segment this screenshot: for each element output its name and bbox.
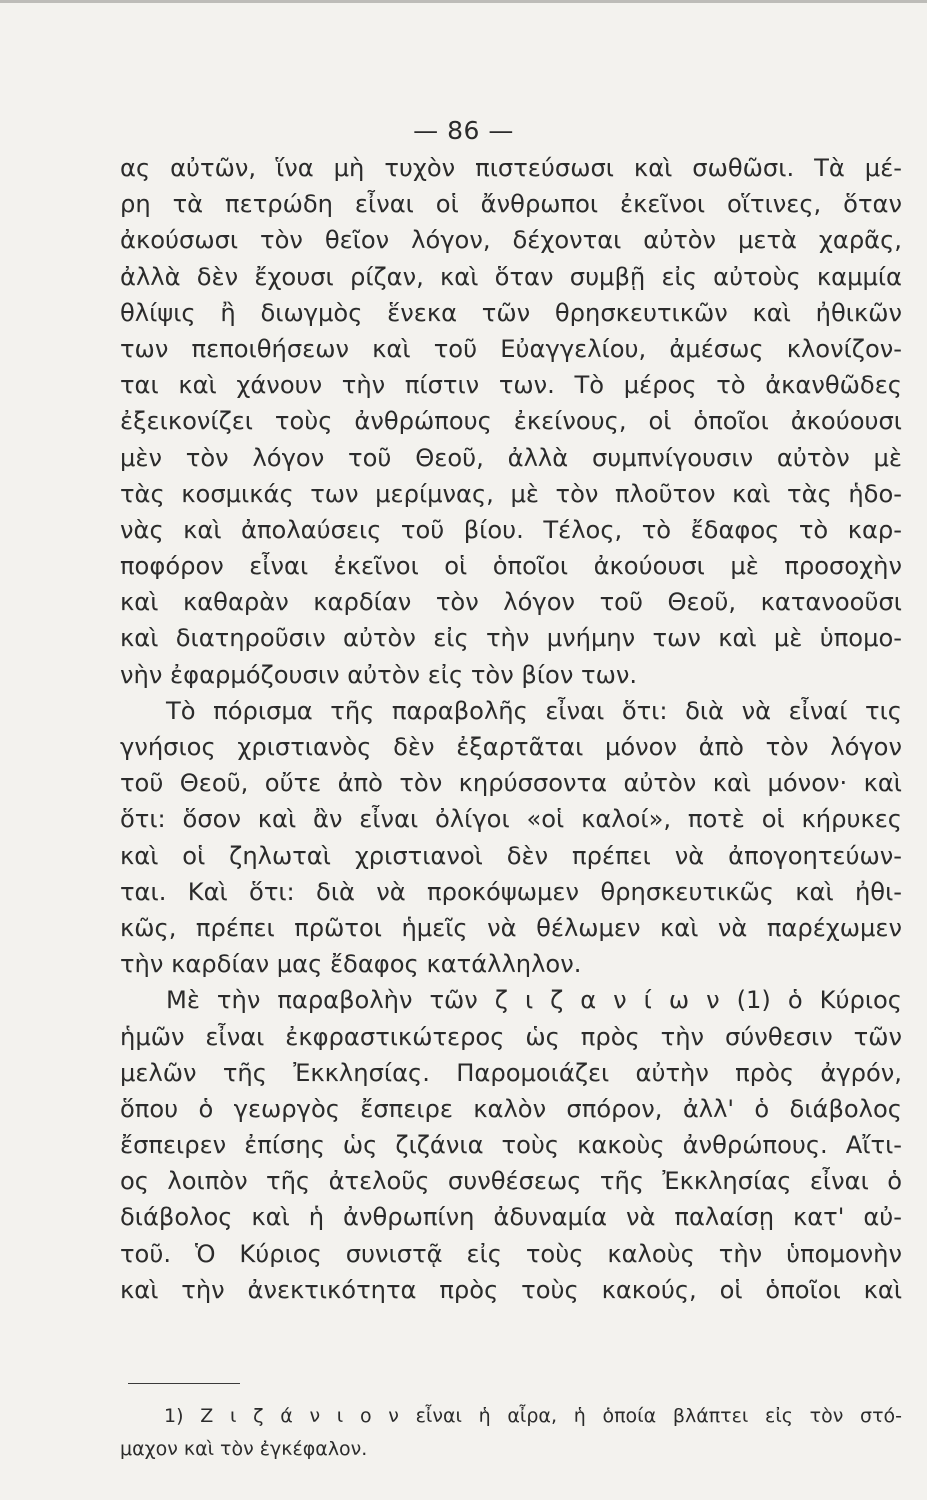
text-line: ὅπου ὁ γεωργὸς ἔσπειρε καλὸν σπόρον, ἀλλ' ὁ διάβολος [120,1094,902,1123]
text-line: Μὲ τὴν παραβολὴν τῶν ζ ι ζ α ν ί ω ν (1) ὁ Κύριος [166,986,902,1015]
text-line: καὶ καθαρὰν καρδίαν τὸν λόγον τοῦ Θεοῦ, κατανοοῦσι [120,588,902,617]
text-line: ται. Καὶ ὅτι: διὰ νὰ προκόψωμεν θρησκευτικῶς καὶ ἠθι- [120,877,902,906]
text-line: ος λοιπὸν τῆς ἀτελοῦς συνθέσεως τῆς Ἐκκλησίας εἶναι ὁ [120,1167,902,1196]
text-line: ἐξεικονίζει τοὺς ἀνθρώπους ἐκείνους, οἱ ὁποῖοι ἀκούουσι [120,407,902,436]
text-line: τοῦ. Ὁ Κύριος συνιστᾷ εἰς τοὺς καλοὺς τὴν ὑπομονὴν [120,1239,902,1268]
text-line: ὅτι: ὅσον καὶ ἂν εἶναι ὀλίγοι «οἱ καλοί», ποτὲ οἱ κήρυκες [120,805,902,834]
footnote-line: 1) Ζ ι ζ ά ν ι ο ν εἶναι ἡ αἶρα, ἡ ὁποία βλάπτει εἰς τὸν στό- [164,1405,902,1427]
text-line: ἀλλὰ δὲν ἔχουσι ρίζαν, καὶ ὅταν συμβῇ εἰς αὐτοὺς καμμία [120,262,902,291]
text-line: διάβολος καὶ ἡ ἀνθρωπίνη ἀδυναμία νὰ παλαίσῃ κατ' αὐ- [120,1203,902,1232]
body-text [120,150,902,1308]
text-line: ἡμῶν εἶναι ἐκφραστικώτερος ὡς πρὸς τὴν σύνθεσιν τῶν [120,1022,902,1051]
text-line: κῶς, πρέπει πρῶτοι ἡμεῖς νὰ θέλωμεν καὶ νὰ παρέχωμεν [120,913,902,942]
text-line: ται καὶ χάνουν τὴν πίστιν των. Τὸ μέρος τὸ ἀκανθῶδες [120,371,902,400]
text-line: ἔσπειρεν ἐπίσης ὡς ζιζάνια τοὺς κακοὺς ἀνθρώπους. Αἴτι- [120,1131,902,1160]
text-line: καὶ τὴν ἀνεκτικότητα πρὸς τοὺς κακούς, οἱ ὁποῖοι καὶ [120,1275,902,1304]
text-line: νὰς καὶ ἀπολαύσεις τοῦ βίου. Τέλος, τὸ ἔδαφος τὸ καρ- [120,515,902,544]
text-line: ποφόρον εἶναι ἐκεῖνοι οἱ ὁποῖοι ἀκούουσι μὲ προσοχὴν [120,552,902,581]
text-line: ρη τὰ πετρώδη εἶναι οἱ ἄνθρωποι ἐκεῖνοι οἵτινες, ὅταν [120,190,902,219]
text-line: νὴν ἐφαρμόζουσιν αὐτὸν εἰς τὸν βίον των. [120,660,638,689]
text-line: ἀκούσωσι τὸν θεῖον λόγον, δέχονται αὐτὸν μετὰ χαρᾶς, [120,226,902,255]
text-line: καὶ διατηροῦσιν αὐτὸν εἰς τὴν μνήμην των καὶ μὲ ὑπομο- [120,624,902,653]
text-line: Τὸ πόρισμα τῆς παραβολῆς εἶναι ὅτι: διὰ νὰ εἶναί τις [166,696,902,725]
page-number: — 86 — [413,116,514,145]
text-line: τοῦ Θεοῦ, οὔτε ἀπὸ τὸν κηρύσσοντα αὐτὸν καὶ μόνον· καὶ [120,769,902,798]
text-line: γνήσιος χριστιανὸς δὲν ἐξαρτᾶται μόνον ἀπὸ τὸν λόγον [120,733,902,761]
text-line: μὲν τὸν λόγον τοῦ Θεοῦ, ἀλλὰ συμπνίγουσιν αὐτὸν μὲ [120,443,902,472]
text-line: ας αὐτῶν, ἵνα μὴ τυχὸν πιστεύσωσι καὶ σωθῶσι. Τὰ μέ- [120,154,902,182]
footnote-line: μαχον καὶ τὸν ἐγκέφαλον. [120,1438,368,1460]
page-top-edge [0,0,927,3]
text-line: καὶ οἱ ζηλωταὶ χριστιανοὶ δὲν πρέπει νὰ ἀπογοητεύων- [120,841,902,870]
text-line: τὴν καρδίαν μας ἔδαφος κατάλληλον. [120,950,582,979]
text-line: θλίψις ἢ διωγμὸς ἕνεκα τῶν θρησκευτικῶν καὶ ἠθικῶν [120,298,902,327]
footnote-divider [128,1383,240,1384]
text-line: μελῶν τῆς Ἐκκλησίας. Παρομοιάζει αὐτὴν πρὸς ἀγρόν, [120,1058,902,1087]
text-line: τὰς κοσμικάς των μερίμνας, μὲ τὸν πλοῦτον καὶ τὰς ἡδο- [120,479,902,508]
text-line: των πεποιθήσεων καὶ τοῦ Εὐαγγελίου, ἀμέσως κλονίζον- [120,334,902,363]
footnote [120,1400,902,1466]
